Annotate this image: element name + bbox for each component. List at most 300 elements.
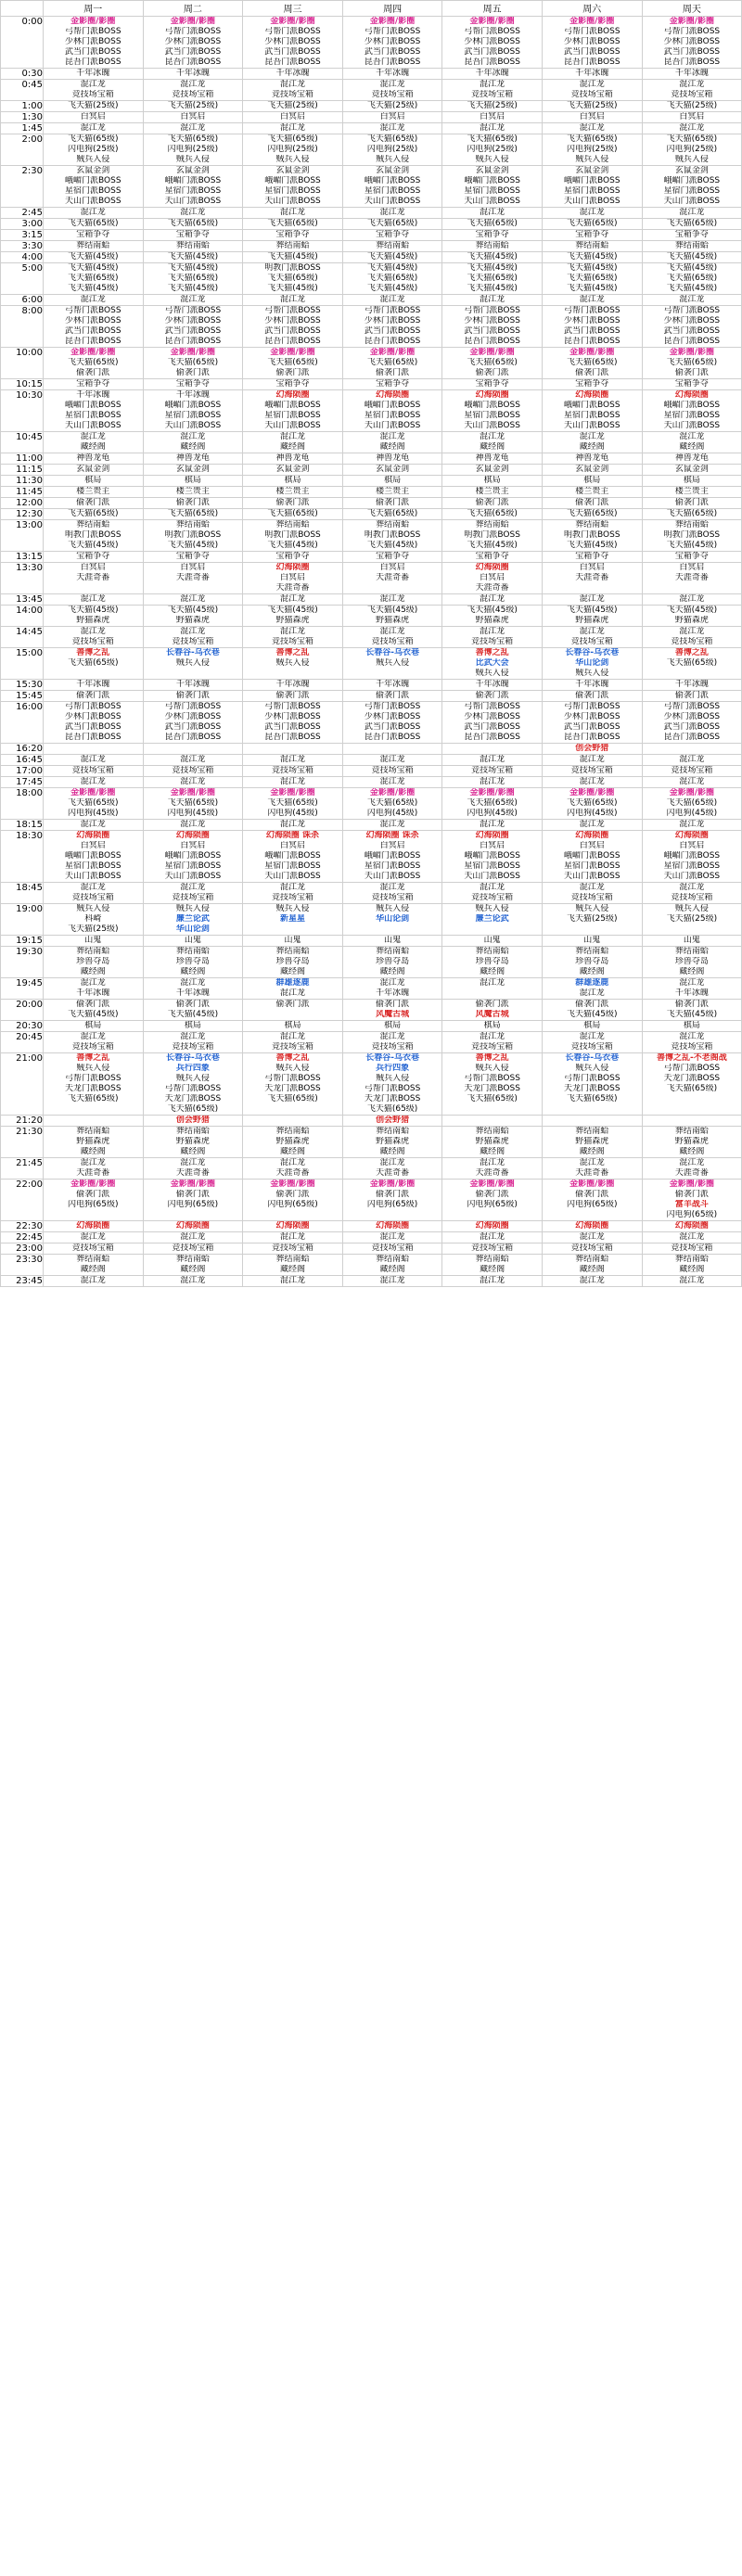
schedule-cell[interactable] bbox=[44, 766, 144, 777]
event-entry[interactable]: 弓帮门派BOSS bbox=[663, 702, 721, 711]
event-entry[interactable]: 葬结南蛤 bbox=[575, 520, 609, 529]
event-entry[interactable]: 葬结南蛤 bbox=[475, 1127, 509, 1136]
event-entry[interactable]: 棋局 bbox=[683, 1021, 700, 1030]
schedule-cell[interactable] bbox=[542, 520, 642, 552]
event-entry[interactable]: 混江龙 bbox=[80, 208, 106, 217]
event-entry[interactable]: 飞天猫(65级) bbox=[567, 134, 618, 144]
event-entry[interactable]: 白冥启 bbox=[679, 112, 705, 121]
event-entry[interactable]: 闪电狗(25级) bbox=[167, 145, 219, 154]
schedule-cell[interactable] bbox=[143, 904, 243, 936]
schedule-cell[interactable] bbox=[44, 777, 144, 788]
schedule-cell[interactable] bbox=[44, 263, 144, 295]
event-entry[interactable]: 创会野猎 bbox=[376, 1116, 410, 1125]
event-entry[interactable]: 贼兵入侵 bbox=[475, 669, 509, 678]
event-entry[interactable]: 闪电狗(25级) bbox=[666, 145, 718, 154]
event-entry[interactable]: 竞技场宝箱 bbox=[71, 766, 114, 775]
event-entry[interactable]: 贼兵入侵 bbox=[275, 658, 310, 668]
schedule-cell[interactable] bbox=[642, 432, 742, 453]
event-entry[interactable]: 昆吾门派BOSS bbox=[164, 733, 222, 742]
event-entry[interactable]: 棋局 bbox=[284, 476, 301, 485]
event-entry[interactable]: 幻海陨圈 bbox=[76, 1221, 110, 1231]
event-entry[interactable]: 楼兰贵主 bbox=[76, 487, 110, 496]
event-entry[interactable]: 混江龙 bbox=[80, 594, 106, 604]
event-entry[interactable]: 混江龙 bbox=[679, 208, 705, 217]
event-entry[interactable]: 昆吾门派BOSS bbox=[264, 57, 321, 67]
schedule-cell[interactable] bbox=[642, 1232, 742, 1243]
event-entry[interactable]: 飞天猫(65级) bbox=[666, 1084, 718, 1093]
schedule-cell[interactable] bbox=[243, 648, 343, 680]
event-entry[interactable]: 天龙门派BOSS bbox=[364, 1094, 421, 1103]
event-entry[interactable]: 混江龙 bbox=[279, 432, 305, 441]
event-entry[interactable]: 幻海陨圈 bbox=[575, 831, 609, 840]
event-entry[interactable]: 白冥启 bbox=[279, 841, 305, 850]
event-entry[interactable]: 弓帮门派BOSS bbox=[164, 1084, 222, 1093]
schedule-cell[interactable] bbox=[44, 134, 144, 166]
event-entry[interactable]: 混江龙 bbox=[80, 627, 106, 636]
schedule-cell[interactable] bbox=[642, 219, 742, 230]
event-entry[interactable]: 廉兰论武 bbox=[175, 914, 210, 924]
event-entry[interactable]: 混江龙 bbox=[379, 755, 405, 764]
event-entry[interactable]: 偷袭门派 bbox=[376, 1190, 410, 1199]
schedule-cell[interactable] bbox=[542, 390, 642, 432]
event-entry[interactable]: 偷袭门派 bbox=[376, 498, 410, 507]
schedule-cell[interactable] bbox=[442, 520, 543, 552]
event-entry[interactable]: 棋局 bbox=[384, 1021, 402, 1030]
event-entry[interactable]: 幻海陨圈 bbox=[76, 831, 110, 840]
event-entry[interactable]: 峨嵋门派BOSS bbox=[164, 851, 222, 861]
event-entry[interactable]: 金影圈/影圈 bbox=[469, 1180, 515, 1189]
event-entry[interactable]: 飞天猫(65级) bbox=[567, 1094, 618, 1103]
event-entry[interactable]: 竞技场宝箱 bbox=[172, 766, 214, 775]
event-entry[interactable]: 飞天猫(45级) bbox=[666, 284, 718, 293]
event-entry[interactable]: 少林门派BOSS bbox=[264, 712, 321, 721]
schedule-cell[interactable] bbox=[44, 252, 144, 263]
event-entry[interactable]: 竞技场宝箱 bbox=[671, 893, 713, 902]
event-entry[interactable]: 幻海陨圈 bbox=[674, 831, 709, 840]
event-entry[interactable]: 混江龙 bbox=[379, 777, 405, 786]
event-entry[interactable]: 混江龙 bbox=[180, 123, 206, 133]
schedule-cell[interactable] bbox=[243, 498, 343, 509]
event-entry[interactable]: 葬结南蛤 bbox=[575, 1127, 609, 1136]
event-entry[interactable]: 千年冰魄 bbox=[275, 69, 310, 78]
event-entry[interactable]: 弓帮门派BOSS bbox=[65, 27, 122, 36]
event-entry[interactable]: 星宿门派BOSS bbox=[164, 186, 222, 196]
event-entry[interactable]: 偷袭门派 bbox=[376, 1000, 410, 1009]
event-entry[interactable]: 宝箱争夺 bbox=[376, 379, 410, 389]
event-entry[interactable]: 山鬼 bbox=[384, 936, 402, 945]
event-entry[interactable]: 金影圈/影圈 bbox=[369, 788, 416, 797]
event-entry[interactable]: 武当门派BOSS bbox=[464, 326, 520, 336]
schedule-cell[interactable] bbox=[143, 766, 243, 777]
schedule-cell[interactable] bbox=[44, 552, 144, 563]
schedule-cell[interactable] bbox=[342, 936, 442, 947]
schedule-cell[interactable] bbox=[243, 208, 343, 219]
event-entry[interactable]: 弓帮门派BOSS bbox=[164, 27, 222, 36]
event-entry[interactable]: 飞天猫(65级) bbox=[366, 798, 418, 808]
schedule-cell[interactable] bbox=[442, 1243, 543, 1255]
event-entry[interactable]: 飞天猫(45级) bbox=[567, 1010, 618, 1019]
event-entry[interactable]: 偷袭门派 bbox=[275, 498, 310, 507]
event-entry[interactable]: 飞天猫(65级) bbox=[267, 219, 318, 228]
schedule-cell[interactable] bbox=[143, 883, 243, 904]
schedule-cell[interactable] bbox=[243, 777, 343, 788]
event-entry[interactable]: 混江龙 bbox=[180, 594, 206, 604]
event-entry[interactable]: 昆吾门派BOSS bbox=[65, 733, 122, 742]
schedule-cell[interactable] bbox=[44, 1032, 144, 1053]
event-entry[interactable]: 武当门派BOSS bbox=[364, 722, 421, 732]
event-entry[interactable]: 竞技场宝箱 bbox=[172, 893, 214, 902]
schedule-cell[interactable] bbox=[642, 1053, 742, 1116]
event-entry[interactable]: 贼兵入侵 bbox=[575, 904, 609, 913]
schedule-cell[interactable] bbox=[642, 241, 742, 252]
schedule-cell[interactable] bbox=[143, 1021, 243, 1032]
schedule-cell[interactable] bbox=[243, 123, 343, 134]
event-entry[interactable]: 飞天猫(25级) bbox=[666, 914, 718, 924]
event-entry[interactable]: 飞天猫(45级) bbox=[666, 606, 718, 615]
event-entry[interactable]: 竞技场宝箱 bbox=[371, 637, 414, 646]
event-entry[interactable]: 贼兵入侵 bbox=[275, 155, 310, 164]
event-entry[interactable]: 宝箱争夺 bbox=[575, 552, 609, 561]
event-entry[interactable]: 善博之乱 bbox=[475, 1053, 509, 1063]
event-entry[interactable]: 金影圈/影圈 bbox=[669, 788, 714, 797]
event-entry[interactable]: 宝箱争夺 bbox=[76, 379, 110, 389]
event-entry[interactable]: 飞天猫(65级) bbox=[267, 134, 318, 144]
schedule-cell[interactable] bbox=[442, 1255, 543, 1276]
event-entry[interactable]: 善博之乱 bbox=[76, 1053, 110, 1063]
schedule-cell[interactable] bbox=[442, 777, 543, 788]
event-entry[interactable]: 弓帮门派BOSS bbox=[364, 27, 421, 36]
schedule-cell[interactable] bbox=[642, 112, 742, 123]
schedule-cell[interactable] bbox=[143, 379, 243, 390]
schedule-cell[interactable] bbox=[642, 476, 742, 487]
event-entry[interactable]: 飞天猫(65级) bbox=[666, 274, 718, 283]
schedule-cell[interactable] bbox=[342, 230, 442, 241]
event-entry[interactable]: 弓帮门派BOSS bbox=[564, 27, 620, 36]
event-entry[interactable]: 金影圈/影圈 bbox=[170, 1180, 216, 1189]
event-entry[interactable]: 峨嵋门派BOSS bbox=[364, 851, 421, 861]
event-entry[interactable]: 葬结南蛤 bbox=[674, 520, 709, 529]
schedule-cell[interactable] bbox=[442, 134, 543, 166]
event-entry[interactable]: 昆吾门派BOSS bbox=[663, 733, 721, 742]
event-entry[interactable]: 野猫森虎 bbox=[674, 616, 709, 625]
event-entry[interactable]: 葬结南蛤 bbox=[275, 520, 310, 529]
event-entry[interactable]: 昆吾门派BOSS bbox=[464, 57, 520, 67]
event-entry[interactable]: 藏经阁 bbox=[80, 1147, 106, 1156]
event-entry[interactable]: 飞天猫(45级) bbox=[666, 263, 718, 273]
event-entry[interactable]: 混江龙 bbox=[180, 208, 206, 217]
event-entry[interactable]: 贼兵入侵 bbox=[475, 904, 509, 913]
event-entry[interactable]: 混江龙 bbox=[279, 883, 305, 892]
schedule-cell[interactable] bbox=[143, 112, 243, 123]
event-entry[interactable]: 藏经阁 bbox=[480, 442, 505, 452]
event-entry[interactable]: 偷袭门派 bbox=[175, 691, 210, 700]
event-entry[interactable]: 廉兰论武 bbox=[475, 914, 509, 924]
event-entry[interactable]: 混江龙 bbox=[279, 820, 305, 829]
schedule-cell[interactable] bbox=[542, 1255, 642, 1276]
event-entry[interactable]: 富羊战斗 bbox=[674, 1200, 709, 1209]
event-entry[interactable]: 峨嵋门派BOSS bbox=[65, 851, 122, 861]
schedule-cell[interactable] bbox=[44, 1127, 144, 1158]
event-entry[interactable]: 葬结南蛤 bbox=[475, 241, 509, 250]
event-entry[interactable]: 弓帮门派BOSS bbox=[65, 1074, 122, 1083]
event-entry[interactable]: 葬结南蛤 bbox=[175, 947, 210, 956]
schedule-cell[interactable] bbox=[143, 1232, 243, 1243]
event-entry[interactable]: 幻海陨圈 bbox=[376, 1221, 410, 1231]
event-entry[interactable]: 藏经阁 bbox=[480, 967, 505, 976]
schedule-cell[interactable] bbox=[143, 1255, 243, 1276]
event-entry[interactable]: 葬结南蛤 bbox=[475, 520, 509, 529]
schedule-cell[interactable] bbox=[642, 379, 742, 390]
event-entry[interactable]: 飞天猫(65级) bbox=[267, 274, 318, 283]
event-entry[interactable]: 闪电狗(65级) bbox=[167, 1200, 219, 1209]
event-entry[interactable]: 幻海陨圈 bbox=[674, 390, 709, 400]
schedule-cell[interactable] bbox=[342, 295, 442, 306]
schedule-cell[interactable] bbox=[542, 1116, 642, 1127]
event-entry[interactable]: 天涯奇番 bbox=[575, 1168, 609, 1178]
event-entry[interactable]: 葬结南蛤 bbox=[76, 520, 110, 529]
schedule-cell[interactable] bbox=[442, 123, 543, 134]
event-entry[interactable]: 混江龙 bbox=[180, 1276, 206, 1285]
schedule-cell[interactable] bbox=[243, 219, 343, 230]
event-entry[interactable]: 贼兵入侵 bbox=[475, 155, 509, 164]
event-entry[interactable]: 飞天猫(45级) bbox=[68, 263, 119, 273]
event-entry[interactable]: 白冥启 bbox=[679, 563, 705, 572]
event-entry[interactable]: 珍兽夺岛 bbox=[275, 957, 310, 966]
event-entry[interactable]: 混江龙 bbox=[180, 80, 206, 89]
event-entry[interactable]: 闪电狗(65级) bbox=[666, 1210, 718, 1219]
schedule-cell[interactable] bbox=[642, 691, 742, 702]
schedule-cell[interactable] bbox=[44, 166, 144, 208]
schedule-cell[interactable] bbox=[442, 648, 543, 680]
event-entry[interactable]: 飞天猫(65级) bbox=[567, 358, 618, 367]
event-entry[interactable]: 混江龙 bbox=[80, 1032, 106, 1041]
schedule-cell[interactable] bbox=[143, 498, 243, 509]
schedule-cell[interactable] bbox=[642, 594, 742, 606]
event-entry[interactable]: 飞天猫(45级) bbox=[467, 606, 518, 615]
schedule-cell[interactable] bbox=[442, 831, 543, 883]
event-entry[interactable]: 楼兰贵主 bbox=[674, 487, 709, 496]
event-entry[interactable]: 藏经阁 bbox=[679, 967, 705, 976]
schedule-cell[interactable] bbox=[642, 777, 742, 788]
event-entry[interactable]: 偷袭门派 bbox=[475, 368, 509, 377]
event-entry[interactable]: 宝箱争夺 bbox=[175, 379, 210, 389]
schedule-cell[interactable] bbox=[342, 123, 442, 134]
schedule-cell[interactable] bbox=[243, 1032, 343, 1053]
event-entry[interactable]: 飞天猫(25级) bbox=[167, 101, 219, 110]
schedule-cell[interactable] bbox=[44, 1180, 144, 1221]
event-entry[interactable]: 飞天猫(45级) bbox=[666, 252, 718, 261]
event-entry[interactable]: 天山门派BOSS bbox=[464, 421, 520, 430]
event-entry[interactable]: 天山门派BOSS bbox=[164, 421, 222, 430]
schedule-cell[interactable] bbox=[442, 691, 543, 702]
schedule-cell[interactable] bbox=[542, 509, 642, 520]
event-entry[interactable]: 偷袭门派 bbox=[275, 368, 310, 377]
event-entry[interactable]: 天龙门派BOSS bbox=[464, 1084, 520, 1093]
event-entry[interactable]: 混江龙 bbox=[379, 594, 405, 604]
event-entry[interactable]: 偷袭门派 bbox=[575, 1190, 609, 1199]
event-entry[interactable]: 偷袭门派 bbox=[76, 498, 110, 507]
schedule-cell[interactable] bbox=[342, 487, 442, 498]
schedule-cell[interactable] bbox=[642, 936, 742, 947]
event-entry[interactable]: 弓帮门派BOSS bbox=[364, 1084, 421, 1093]
schedule-cell[interactable] bbox=[542, 978, 642, 1000]
event-entry[interactable]: 神兽龙龟 bbox=[376, 453, 410, 463]
event-entry[interactable]: 飞天猫(65级) bbox=[167, 134, 219, 144]
event-entry[interactable]: 混江龙 bbox=[480, 755, 505, 764]
event-entry[interactable]: 混江龙 bbox=[480, 1032, 505, 1041]
schedule-cell[interactable] bbox=[243, 487, 343, 498]
event-entry[interactable]: 混江龙 bbox=[80, 1276, 106, 1285]
event-entry[interactable]: 竞技场宝箱 bbox=[371, 893, 414, 902]
schedule-cell[interactable] bbox=[243, 17, 343, 69]
event-entry[interactable]: 武当门派BOSS bbox=[464, 722, 520, 732]
event-entry[interactable]: 神兽龙龟 bbox=[275, 453, 310, 463]
schedule-cell[interactable] bbox=[243, 230, 343, 241]
event-entry[interactable]: 宝箱争夺 bbox=[376, 552, 410, 561]
schedule-cell[interactable] bbox=[143, 606, 243, 627]
event-entry[interactable]: 华山论剑 bbox=[376, 914, 410, 924]
event-entry[interactable]: 藏经阁 bbox=[679, 1147, 705, 1156]
event-entry[interactable]: 幻海陨圈 bbox=[674, 1221, 709, 1231]
event-entry[interactable]: 武当门派BOSS bbox=[564, 722, 620, 732]
event-entry[interactable]: 武当门派BOSS bbox=[464, 47, 520, 57]
schedule-cell[interactable] bbox=[642, 1221, 742, 1232]
schedule-cell[interactable] bbox=[442, 263, 543, 295]
event-entry[interactable]: 天山门派BOSS bbox=[364, 872, 421, 881]
schedule-cell[interactable] bbox=[542, 627, 642, 648]
event-entry[interactable]: 幻海陨圈 bbox=[175, 831, 210, 840]
event-entry[interactable]: 珍兽夺岛 bbox=[76, 957, 110, 966]
event-entry[interactable]: 混江龙 bbox=[480, 80, 505, 89]
event-entry[interactable]: 竞技场宝箱 bbox=[570, 637, 613, 646]
event-entry[interactable]: 弓帮门派BOSS bbox=[564, 702, 620, 711]
event-entry[interactable]: 葬结南蛤 bbox=[475, 947, 509, 956]
schedule-cell[interactable] bbox=[243, 755, 343, 766]
event-entry[interactable]: 金影圈/影圈 bbox=[270, 348, 315, 357]
event-entry[interactable]: 创会野猎 bbox=[575, 744, 609, 753]
schedule-cell[interactable] bbox=[442, 936, 543, 947]
event-entry[interactable]: 少林门派BOSS bbox=[65, 316, 122, 325]
schedule-cell[interactable] bbox=[642, 80, 742, 101]
schedule-cell[interactable] bbox=[642, 487, 742, 498]
schedule-cell[interactable] bbox=[44, 432, 144, 453]
schedule-cell[interactable] bbox=[342, 552, 442, 563]
event-entry[interactable]: 贼兵入侵 bbox=[175, 155, 210, 164]
event-entry[interactable]: 偷袭门派 bbox=[674, 368, 709, 377]
schedule-cell[interactable] bbox=[342, 1053, 442, 1116]
schedule-cell[interactable] bbox=[642, 1127, 742, 1158]
event-entry[interactable]: 幻海陨圈 bbox=[475, 563, 509, 572]
event-entry[interactable]: 偷袭门派 bbox=[475, 691, 509, 700]
event-entry[interactable]: 天山门派BOSS bbox=[164, 872, 222, 881]
schedule-cell[interactable] bbox=[642, 1158, 742, 1180]
event-entry[interactable]: 宝箱争夺 bbox=[175, 230, 210, 239]
event-entry[interactable]: 飞天猫(65级) bbox=[467, 1094, 518, 1103]
event-entry[interactable]: 野猫森虎 bbox=[275, 1137, 310, 1146]
event-entry[interactable]: 星宿门派BOSS bbox=[564, 186, 620, 196]
schedule-cell[interactable] bbox=[243, 252, 343, 263]
event-entry[interactable]: 飞天猫(45级) bbox=[267, 252, 318, 261]
event-entry[interactable]: 藏经阁 bbox=[579, 1265, 605, 1274]
schedule-cell[interactable] bbox=[243, 134, 343, 166]
schedule-cell[interactable] bbox=[44, 1243, 144, 1255]
event-entry[interactable]: 飞天猫(65级) bbox=[467, 134, 518, 144]
event-entry[interactable]: 玄鼠金剑 bbox=[76, 166, 110, 175]
schedule-cell[interactable] bbox=[542, 306, 642, 348]
event-entry[interactable]: 峨嵋门派BOSS bbox=[464, 401, 520, 410]
schedule-cell[interactable] bbox=[442, 606, 543, 627]
event-entry[interactable]: 武当门派BOSS bbox=[164, 722, 222, 732]
event-entry[interactable]: 竞技场宝箱 bbox=[371, 766, 414, 775]
schedule-cell[interactable] bbox=[442, 509, 543, 520]
schedule-cell[interactable] bbox=[542, 241, 642, 252]
event-entry[interactable]: 混江龙 bbox=[480, 777, 505, 786]
event-entry[interactable]: 偷袭门派 bbox=[575, 691, 609, 700]
schedule-cell[interactable] bbox=[542, 453, 642, 465]
event-entry[interactable]: 藏经阁 bbox=[180, 1265, 206, 1274]
event-entry[interactable]: 混江龙 bbox=[379, 432, 405, 441]
event-entry[interactable]: 天山门派BOSS bbox=[264, 197, 321, 206]
event-entry[interactable]: 飞天猫(45级) bbox=[267, 541, 318, 550]
event-entry[interactable]: 飞天猫(25级) bbox=[467, 101, 518, 110]
event-entry[interactable]: 千年冰魄 bbox=[76, 988, 110, 998]
schedule-cell[interactable] bbox=[44, 1116, 144, 1127]
schedule-cell[interactable] bbox=[243, 295, 343, 306]
schedule-cell[interactable] bbox=[342, 69, 442, 80]
event-entry[interactable]: 贼兵入侵 bbox=[175, 904, 210, 913]
event-entry[interactable]: 天涯奇番 bbox=[76, 1168, 110, 1178]
event-entry[interactable]: 白冥启 bbox=[679, 841, 705, 850]
schedule-cell[interactable] bbox=[442, 788, 543, 820]
event-entry[interactable]: 混江龙 bbox=[679, 80, 705, 89]
event-entry[interactable]: 弓帮门派BOSS bbox=[65, 306, 122, 315]
schedule-cell[interactable] bbox=[542, 820, 642, 831]
schedule-cell[interactable] bbox=[442, 702, 543, 744]
event-entry[interactable]: 竞技场宝箱 bbox=[570, 766, 613, 775]
event-entry[interactable]: 竞技场宝箱 bbox=[471, 1243, 514, 1253]
schedule-cell[interactable] bbox=[44, 1000, 144, 1021]
event-entry[interactable]: 星宿门派BOSS bbox=[364, 861, 421, 871]
event-entry[interactable]: 山鬼 bbox=[284, 936, 301, 945]
event-entry[interactable]: 混江龙 bbox=[80, 883, 106, 892]
event-entry[interactable]: 少林门派BOSS bbox=[164, 316, 222, 325]
event-entry[interactable]: 偷袭门派 bbox=[575, 368, 609, 377]
event-entry[interactable]: 混江龙 bbox=[180, 777, 206, 786]
event-entry[interactable]: 混江龙 bbox=[480, 1232, 505, 1242]
event-entry[interactable]: 天山门派BOSS bbox=[663, 421, 721, 430]
schedule-cell[interactable] bbox=[143, 263, 243, 295]
event-entry[interactable]: 飞天猫(45级) bbox=[167, 284, 219, 293]
schedule-cell[interactable] bbox=[243, 606, 343, 627]
event-entry[interactable]: 葬结南蛤 bbox=[674, 1127, 709, 1136]
schedule-cell[interactable] bbox=[442, 766, 543, 777]
event-entry[interactable]: 竞技场宝箱 bbox=[671, 637, 713, 646]
event-entry[interactable]: 混江龙 bbox=[480, 978, 505, 988]
schedule-cell[interactable] bbox=[642, 820, 742, 831]
event-entry[interactable]: 混江龙 bbox=[379, 1032, 405, 1041]
schedule-cell[interactable] bbox=[542, 69, 642, 80]
event-entry[interactable]: 葬结南蛤 bbox=[175, 1127, 210, 1136]
event-entry[interactable]: 星宿门派BOSS bbox=[464, 411, 520, 420]
schedule-cell[interactable] bbox=[642, 306, 742, 348]
event-entry[interactable]: 比武大会 bbox=[475, 658, 509, 668]
schedule-cell[interactable] bbox=[442, 947, 543, 978]
schedule-cell[interactable] bbox=[642, 947, 742, 978]
schedule-cell[interactable] bbox=[44, 1053, 144, 1116]
schedule-cell[interactable] bbox=[442, 241, 543, 252]
event-entry[interactable]: 贼兵入侵 bbox=[575, 155, 609, 164]
event-entry[interactable]: 飞天猫(65级) bbox=[68, 358, 119, 367]
